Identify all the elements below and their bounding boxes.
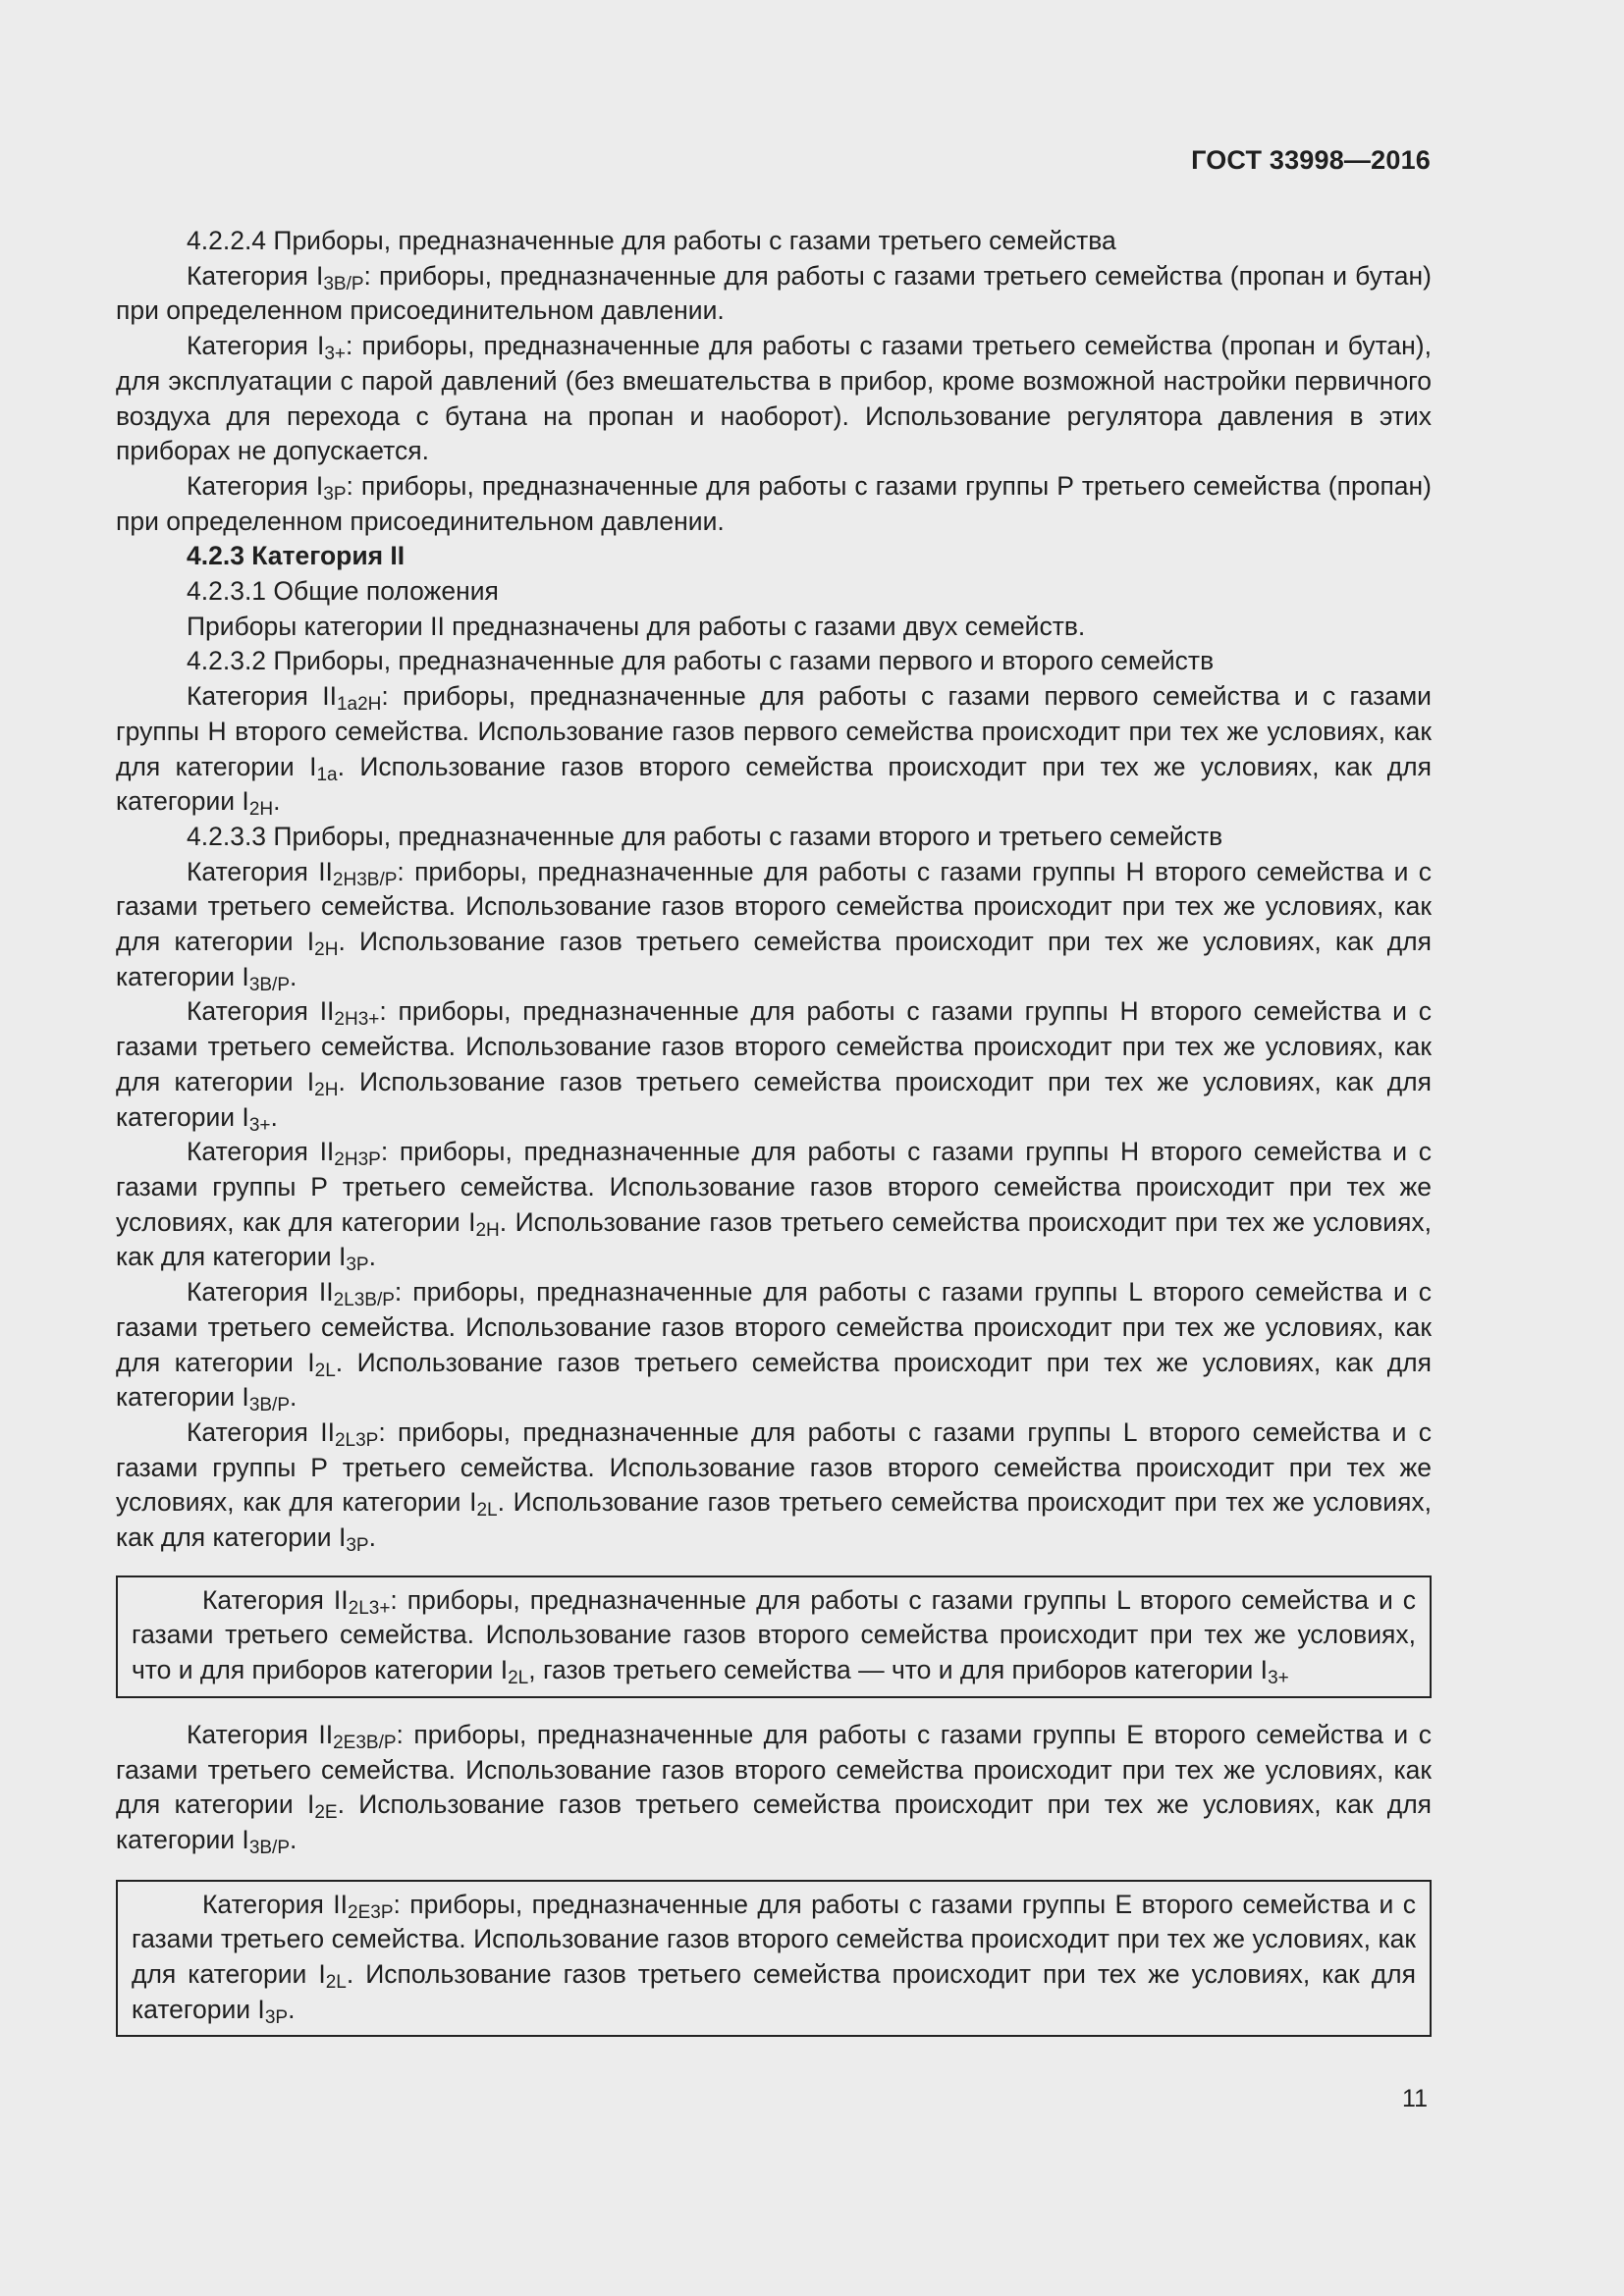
text-run: . Использование газов третьего семейства происходит при тех же условиях, как для категории I [116, 1487, 1432, 1553]
text-run: : приборы, предназначенные для работы с газами третьего семейства (пропан и бутан), для эксплуатации с парой давлений (без вмешательства в прибор, кроме возможной настройки первичного воздуха для перехода с бутана на пропан и наоборот). Использование регулятора давления в этих приборах не допускается. [116, 331, 1432, 466]
subscript: 3P [346, 1255, 369, 1276]
text-run: 4.2.3.1 Общие положения [187, 576, 499, 607]
paragraph [116, 469, 1432, 539]
subscript: 3B/P [248, 974, 291, 995]
text-run: : приборы, предназначенные для работы с газами группы Е второго семейства и с газами третьего семейства. Использование газов второго семейства происходит при тех же условиях, как для категории I [116, 1719, 1432, 1820]
document-body [116, 224, 1432, 2037]
framed-paragraph [132, 1888, 1416, 2028]
text-run: . Использование газов третьего семейства происходит при тех же условиях, как для категории I [116, 927, 1432, 991]
subsection-heading [116, 820, 1432, 855]
framed-note-box [116, 1575, 1432, 1698]
subscript: 2E3B/P [333, 1732, 397, 1753]
text-run: : приборы, предназначенные для работы с газами группы Н второго семейства и с газами группы Р третьего семейства. Использование газов второго семейства происходит при тех же условиях, как для категории I [116, 1137, 1432, 1237]
text-run: 4.2.3.2 Приборы, предназначенные для работы с газами первого и второго семейств [187, 646, 1215, 676]
subscript: 2L3+ [348, 1597, 391, 1619]
subscript: 3+ [248, 1114, 271, 1136]
text-run: : приборы, предназначенные для работы с газами группы L второго семейства и с газами третьего семейства. Использование газов второго семейства происходит при тех же условиях, как для категории I [116, 1277, 1432, 1377]
text-run: Категория I [187, 260, 324, 291]
paragraph [116, 1718, 1432, 1858]
subscript: 2L [508, 1668, 529, 1689]
paragraph [116, 1135, 1432, 1275]
subscript: 3P [346, 1535, 369, 1557]
bold-text: 4.2.3 Категория II [187, 541, 406, 571]
paragraph [116, 1415, 1432, 1556]
subscript: 3B/P [248, 1395, 291, 1416]
text-run: , газов третьего семейства — что и для приборов категории I [528, 1655, 1269, 1685]
paragraph [116, 259, 1432, 329]
text-run: . Использование газов второго семейства происходит при тех же условиях, как для категории I [116, 751, 1432, 817]
framed-paragraph [132, 1583, 1416, 1688]
paragraph [116, 855, 1432, 995]
page-number: 11 [1402, 2085, 1428, 2112]
subscript: 2H [248, 799, 274, 821]
subscript: 1a [316, 764, 338, 785]
text-run: : приборы, предназначенные для работы с газами группы Р третьего семейства (пропан) при определенном присоединительном давлении. [116, 470, 1432, 536]
subscript: 2H [314, 939, 339, 961]
subscript: 2L [476, 1500, 498, 1522]
text-run: . [288, 1994, 296, 2024]
text-run: . Использование газов третьего семейства происходит при тех же условиях, как для категории I [116, 1789, 1433, 1854]
text-run: Категория II [187, 996, 335, 1027]
paragraph [116, 994, 1432, 1135]
text-run: . [290, 961, 298, 991]
subscript: 3B/P [248, 1837, 291, 1858]
subscript: 2L [325, 1972, 347, 1994]
text-run: . Использование газов третьего семейства происходит при тех же условиях, как для категории I [116, 1347, 1432, 1413]
text-run: Категория I [187, 331, 325, 361]
text-run: : приборы, предназначенные для работы с газами группы Е второго семейства и с газами третьего семейства. Использование газов второго семейства происходит при тех же условиях, как для категории I [132, 1889, 1416, 1990]
text-run: . Использование газов третьего семейства происходит при тех же условиях, как для категории I [132, 1959, 1416, 2024]
text-run: : приборы, предназначенные для работы с газами группы Н второго семейства и с газами третьего семейства. Использование газов второго семейства происходит при тех же условиях, как для категории I [116, 996, 1432, 1096]
text-run: . [368, 1522, 376, 1553]
subscript: 1a2H [336, 694, 382, 716]
text-run: . [368, 1242, 376, 1272]
text-run: : приборы, предназначенные для работы с газами группы Н второго семейства и с газами третьего семейства. Использование газов второго семейства происходит при тех же условиях, как для категории I [116, 856, 1432, 957]
text-run: . Использование газов третьего семейства происходит при тех же условиях, как для категории I [116, 1206, 1432, 1272]
text-run: Категория II [187, 1719, 334, 1749]
subscript: 3+ [1268, 1668, 1289, 1689]
subsection-heading [116, 644, 1432, 679]
subscript: 2L [314, 1360, 336, 1381]
subscript: 3P [264, 2006, 289, 2028]
text-run: Приборы категории II предназначены для работы с газами двух семейств. [187, 611, 1086, 641]
text-run: . [290, 1382, 298, 1413]
subscript: 3+ [324, 344, 347, 365]
subscript: 2L3P [334, 1429, 379, 1451]
text-run: . [273, 786, 281, 817]
subscript: 2H [314, 1079, 339, 1100]
text-run: Категория II [187, 1416, 335, 1447]
text-run: . [290, 1824, 298, 1854]
section-heading [116, 539, 1432, 574]
text-run: 4.2.3.3 Приборы, предназначенные для работы с газами второго и третьего семейств [187, 821, 1223, 851]
subscript: 2L3B/P [333, 1290, 395, 1311]
text-run: . Использование газов третьего семейства происходит при тех же условиях, как для категории I [116, 1066, 1432, 1132]
text-run: : приборы, предназначенные для работы с газами группы L второго семейства и с газами группы Р третьего семейства. Использование газов второго семейства происходит при тех же условиях, как для категории I [116, 1416, 1432, 1518]
subscript: 2E3P [348, 1901, 394, 1923]
text-run: Категория II [187, 856, 333, 886]
text-run: : приборы, предназначенные для работы с газами первого семейства и с газами группы Н второго семейства. Использование газов первого семейства происходит при тех же условиях, как для категории I [116, 681, 1432, 781]
subscript: 2H3P [334, 1149, 381, 1171]
subscript: 2H [475, 1219, 500, 1241]
subscript: 2H3B/P [332, 869, 398, 890]
paragraph [116, 679, 1432, 820]
text-run: Категория I [187, 470, 324, 501]
subsection-heading [116, 574, 1432, 610]
document-header: ГОСТ 33998—2016 [1191, 145, 1431, 175]
subscript: 2E [314, 1802, 338, 1824]
subscript: 2H3+ [334, 1009, 380, 1031]
paragraph [116, 610, 1432, 645]
text-run: 4.2.2.4 Приборы, предназначенные для работы с газами третьего семейства [187, 226, 1116, 255]
text-run: . [270, 1101, 278, 1132]
paragraph [116, 1275, 1432, 1415]
text-run: Категория II [202, 1584, 349, 1615]
subscript: 3B/P [323, 273, 364, 294]
text-run: : приборы, предназначенные для работы с газами третьего семейства (пропан и бутан) при определенном присоединительном давлении. [116, 260, 1433, 326]
text-run: Категория II [187, 1137, 335, 1167]
text-run: Категория II [187, 1277, 334, 1308]
paragraph-list [116, 224, 1432, 1556]
text-run: Категория II [187, 681, 337, 712]
paragraph [116, 329, 1432, 469]
paragraph [116, 224, 1432, 259]
text-run: Категория II [202, 1889, 349, 1919]
subscript: 3P [323, 483, 347, 505]
text-run: : приборы, предназначенные для работы с газами группы L второго семейства и с газами третьего семейства. Использование газов второго семейства происходит при тех же условиях, что и для приборов категории I [132, 1584, 1416, 1685]
framed-note-box [116, 1880, 1432, 2038]
